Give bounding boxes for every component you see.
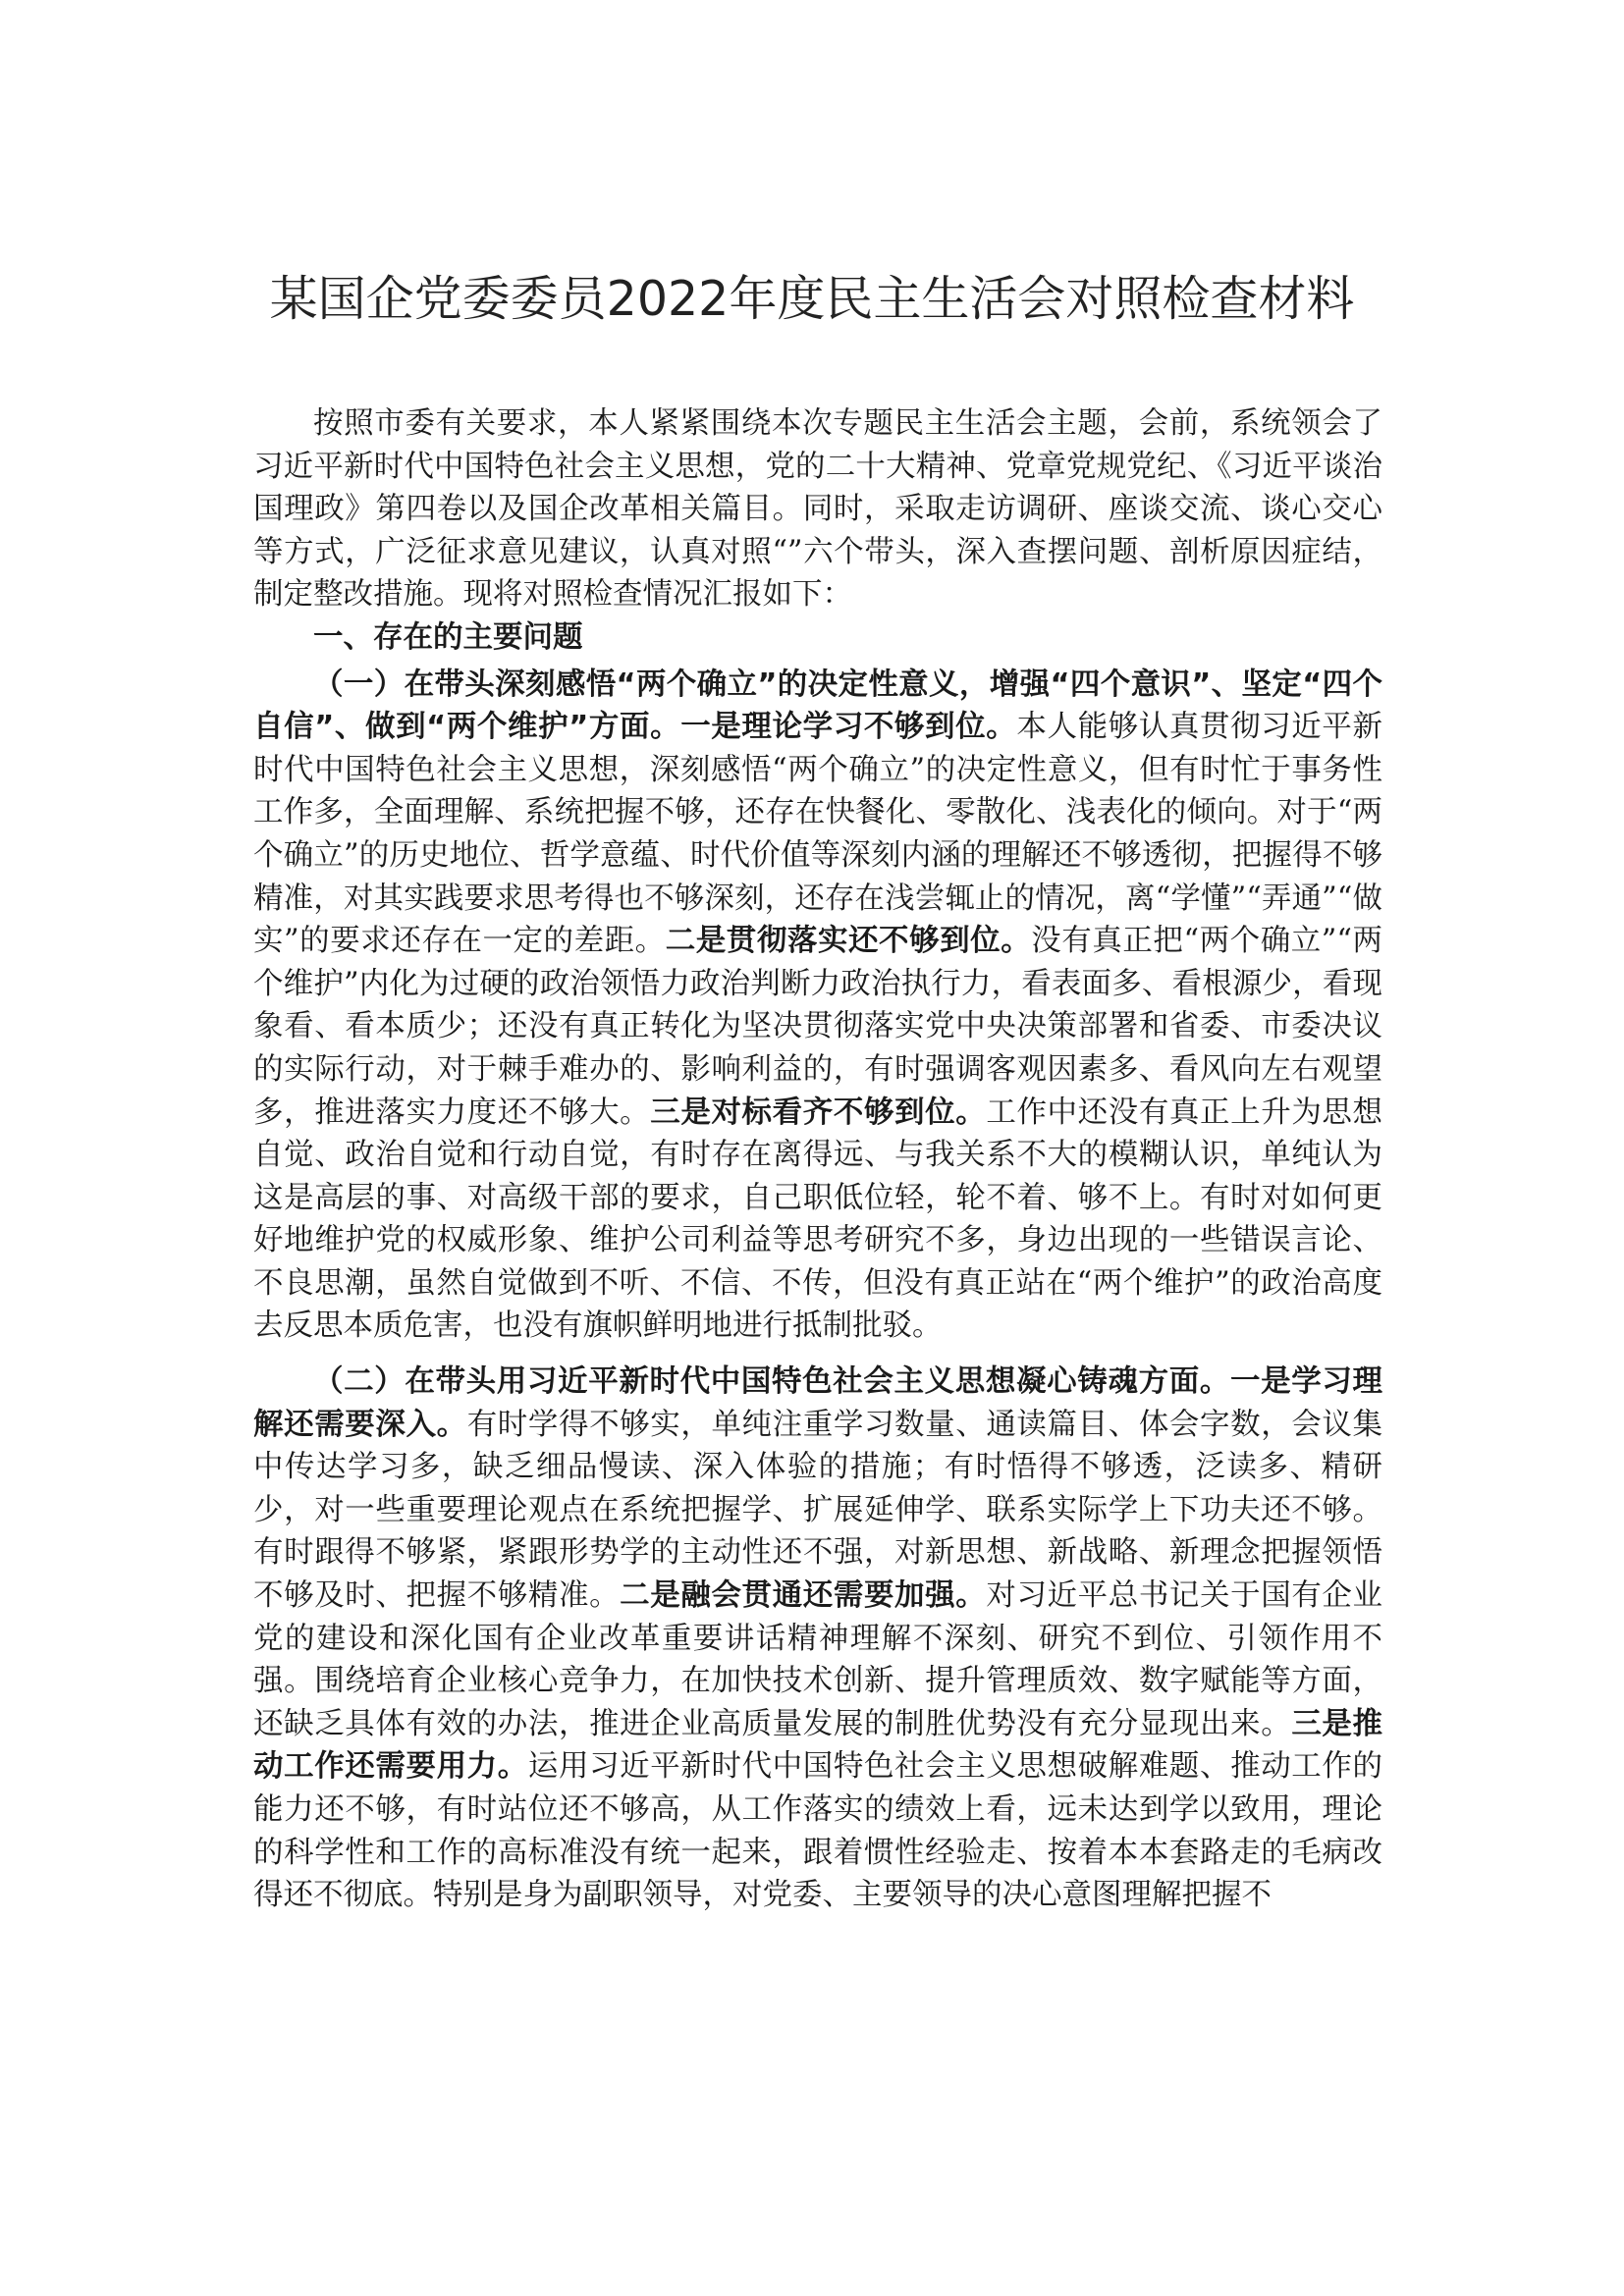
item2-point3-text: 运用习近平新时代中国特色社会主义思想破解难题、推动工作的能力还不够，有时站位还不够高，从工作落实的绩效上看，远未达到学以致用，理论的科学性和工作的高标准没有统一起来，跟着惯性经验走、按着本本套路走的毛病改得还不彻底。特别是身为副职领导，对党委、主要领导的决心意图理解把握不 — [253, 1749, 1382, 1913]
section-heading-main-problems: 一、存在的主要问题 — [313, 619, 583, 655]
item2-point3-lead: 三是推动工作还需要用力。 — [253, 1706, 1383, 1785]
item1-point3-text: 工作中还没有真正上升为思想自觉、政治自觉和行动自觉，有时存在离得远、与我关系不大的模糊认识，单纯认为这是高层的事、对高级干部的要求，自己职低位轻，轮不着、够不上。有时对如何更好地维护党的权威形象、维护公司利益等思考研究不多，身边出现的一些错误言论、不良思潮，虽然自觉做到不听、不信、不传，但没有真正站在“两个维护”的政治高度去反思本质危害，也没有旗帜鲜明地进行抵制批驳。 — [253, 1095, 1383, 1344]
item2-heading: （二）在带头用习近平新时代中国特色社会主义思想凝心铸魂方面。 — [313, 1364, 1230, 1400]
document-body — [253, 402, 1382, 1917]
item1-paragraph — [253, 664, 1382, 1349]
item2-point1-lead: 一是学习理解还需要深入。 — [253, 1364, 1382, 1442]
item1-point2-text: 没有真正把“两个确立”“两个维护”内化为过硬的政治领悟力政治判断力政治执行力，看表面多、看根源少，看现象看、看本质少；还没有真正转化为坚决贯彻落实党中央决策部署和省委、市委决议的实际行动，对于棘手难办的、影响利益的，有时强调客观因素多、看风向左右观望多，推进落实力度还不够大。 — [253, 924, 1383, 1130]
item1-point2-lead: 二是贯彻落实还不够到位。 — [665, 924, 1032, 959]
intro-paragraph: 按照市委有关要求，本人紧紧围绕本次专题民主生活会主题，会前，系统领会了习近平新时代中国特色社会主义思想，党的二十大精神、党章党规党纪、《习近平谈治国理政》第四卷以及国企改革相关篇目。同时，采取走访调研、座谈交流、谈心交心等方式，广泛征求意见建议，认真对照“”六个带头，深入查摆问题、剖析原因症结，制定整改措施。现将对照检查情况汇报如下： — [253, 406, 1382, 613]
item2-point2-text: 对习近平总书记关于国有企业党的建设和深化国有企业改革重要讲话精神理解不深刻、研究不到位、引领作用不强。围绕培育企业核心竞争力，在加快技术创新、提升管理质效、数字赋能等方面，还缺乏具体有效的办法，推进企业高质量发展的制胜优势没有充分显现出来。 — [253, 1578, 1383, 1741]
item1-point3-lead: 三是对标看齐不够到位。 — [650, 1095, 987, 1130]
item2-paragraph — [253, 1361, 1382, 1917]
item2-point1-text: 有时学得不够实，单纯注重学习数量、通读篇目、体会字数，会议集中传达学习多，缺乏细品慢读、深入体验的措施；有时悟得不够透，泛读多、精研少，对一些重要理论观点在系统把握学、扩展延伸学、联系实际学上下功夫还不够。有时跟得不够紧，紧跟形势学的主动性还不强，对新思想、新战略、新理念把握领悟不够及时、把握不够精准。 — [253, 1407, 1383, 1614]
item2-point2-lead: 二是融会贯通还需要加强。 — [620, 1578, 987, 1614]
document-title: 某国企党委委员2022年度民主生活会对照检查材料 — [269, 271, 1355, 327]
item1-point1-lead: 一是理论学习不够到位。 — [680, 710, 1017, 745]
item1-point1-text: 本人能够认真贯彻习近平新时代中国特色社会主义思想，深刻感悟“两个确立”的决定性意义，但有时忙于事务性工作多，全面理解、系统把握不够，还存在快餐化、零散化、浅表化的倾向。对于“两个确立”的历史地位、哲学意蕴、时代价值等深刻内涵的理解还不够透彻，把握得不够精准，对其实践要求思考得也不够深刻，还存在浅尝辄止的情况，离“学懂”“弄通”“做实”的要求还存在一定的差距。 — [253, 710, 1383, 959]
item1-heading: （一）在带头深刻感悟“两个确立”的决定性意义，增强“四个意识”、坚定“四个自信”、做到“两个维护”方面。 — [253, 667, 1382, 745]
